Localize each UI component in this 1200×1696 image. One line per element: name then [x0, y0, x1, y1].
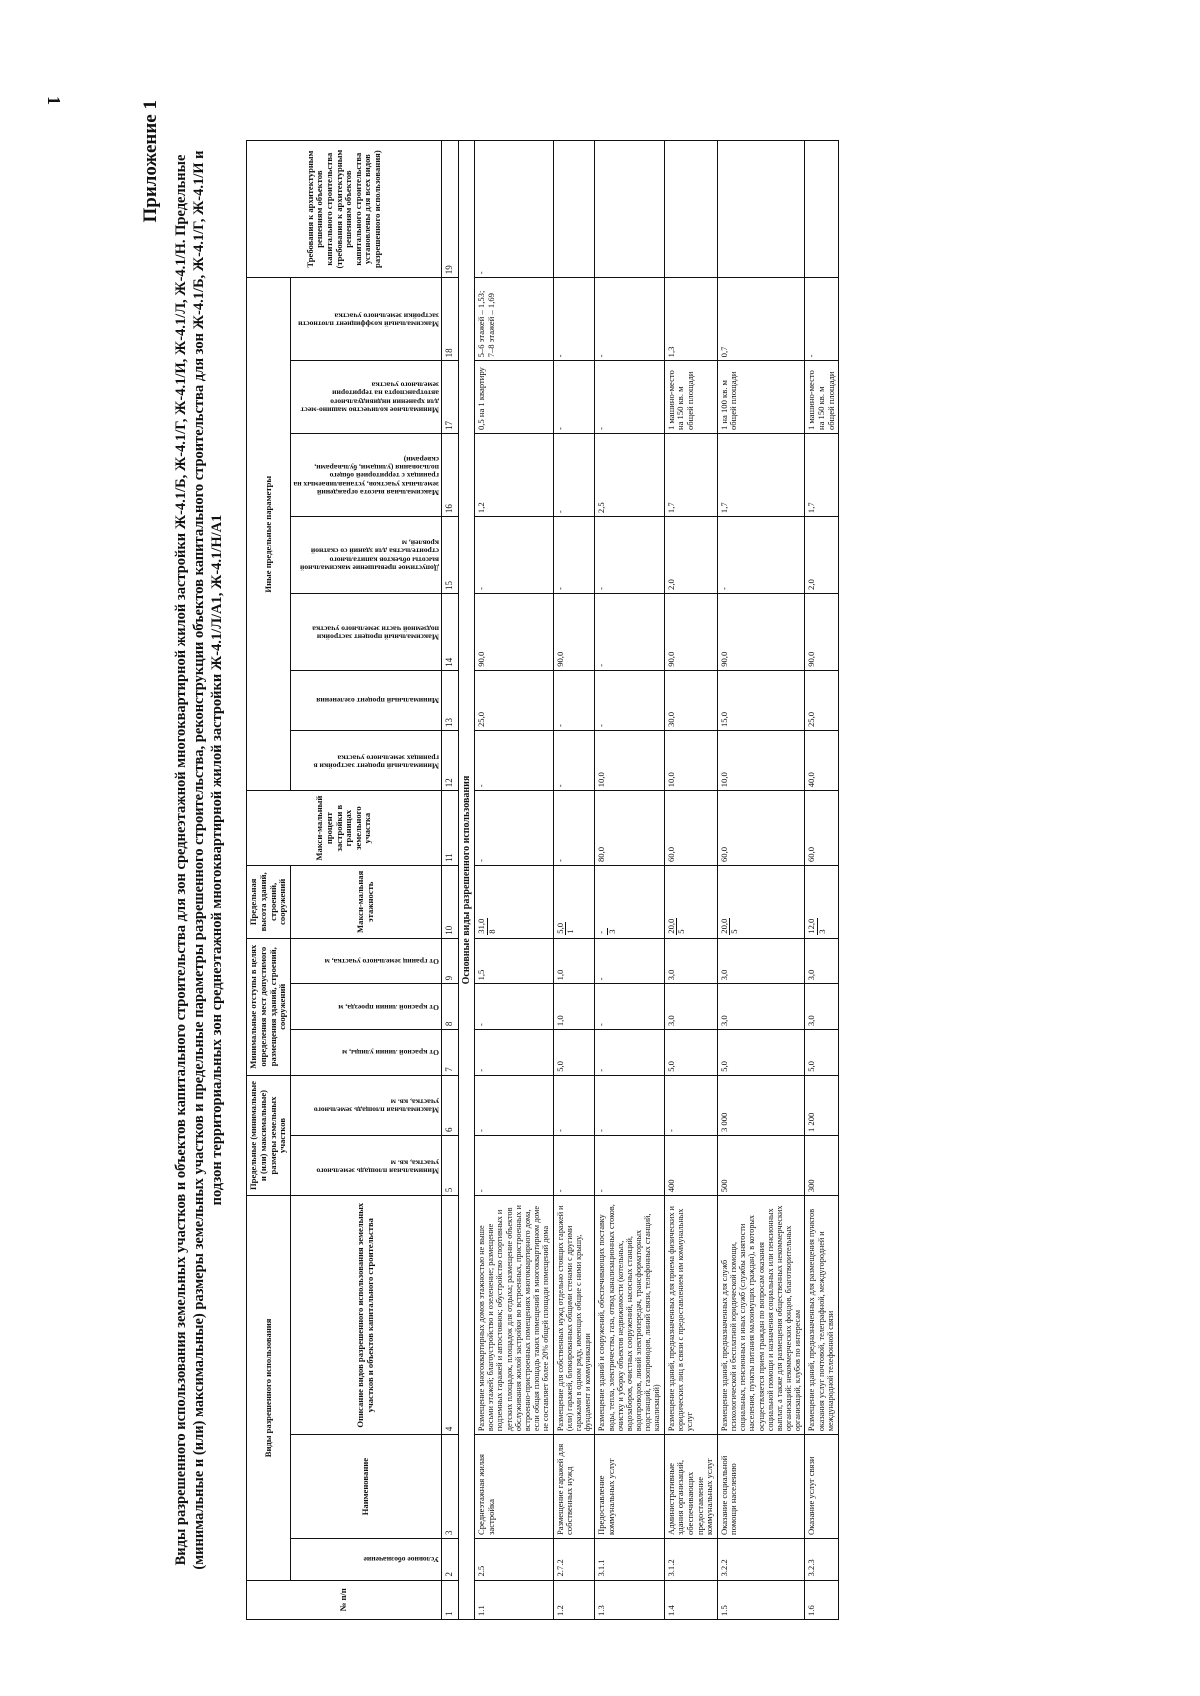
- setback-drive-value: -: [475, 984, 554, 1030]
- setback-drive-value: -: [595, 984, 664, 1030]
- setback-street-value: 5,0: [805, 1030, 839, 1076]
- height-meters: 20,0: [665, 918, 676, 934]
- table-row: [553, 141, 595, 1620]
- min-coverage-value: 10,0: [717, 731, 805, 791]
- vri-code: 2.7.2: [553, 1539, 595, 1581]
- height-value: [553, 866, 595, 939]
- setback-street-value: 5,0: [717, 1030, 805, 1076]
- col-number: 5: [441, 1136, 458, 1196]
- pitched-roof-value: -: [595, 517, 664, 594]
- density-value: 0,7: [717, 278, 805, 361]
- vri-name: Размещение гаражей для собственных нужд: [553, 1435, 595, 1539]
- arch-requirements-value: [805, 141, 839, 278]
- height-fraction: [556, 922, 576, 935]
- min-coverage-value: 40,0: [805, 731, 839, 791]
- height-meters: 20,0: [718, 918, 729, 934]
- max-area-value: 3 000: [717, 1075, 805, 1135]
- header-code: Условное обозначение: [363, 1555, 439, 1565]
- row-number: 1.2: [553, 1580, 595, 1619]
- vri-description: Размещение многоквартирных домов этажностью не выше восьми этажей; благоустройство и озеленение; размещение подземных гаражей и автостоянок; обустройство спортивных и детских площадок, площадок для отдыха; размещение объектов обслуживания жилой застройки во встроенных, пристроенных и встроенно-пристроенных помещениях многоквартирного дома, если общая площадь таких помещений в многоквартирном доме не составляет более 20% общей площади помещений дома: [475, 1196, 554, 1435]
- landscaping-value: -: [553, 670, 595, 730]
- vri-code: 3.1.1: [595, 1539, 664, 1581]
- height-value: [595, 866, 664, 939]
- header-description: Описание видов разрешенного использования земельных участков и объектов капитального строительства: [290, 1196, 441, 1435]
- fence-height-value: 1,7: [664, 434, 717, 517]
- pitched-roof-value: 2,0: [805, 517, 839, 594]
- col-number: 9: [441, 938, 458, 984]
- parking-value: 1 машино-место на 150 кв. м общей площади: [805, 361, 839, 434]
- setback-plot-value: 3,0: [805, 938, 839, 984]
- header-height-pitched: Допустимое превышение максимальной высоты объектов капитального строительства для зданий со скатной кровлей, м: [299, 538, 439, 573]
- col-number: 8: [441, 984, 458, 1030]
- height-fraction: [807, 918, 827, 935]
- header-name: Наименование: [290, 1435, 441, 1539]
- page-number: 1: [44, 96, 64, 105]
- pitched-roof-value: -: [553, 517, 595, 594]
- height-fraction: [720, 918, 740, 935]
- setback-drive-value: 3,0: [664, 984, 717, 1030]
- setback-plot-value: 1,5: [475, 938, 554, 984]
- max-area-value: -: [595, 1075, 664, 1135]
- pitched-roof-value: -: [717, 517, 805, 594]
- landscaping-value: 25,0: [475, 670, 554, 730]
- max-area-value: -: [553, 1075, 595, 1135]
- min-area-value: -: [553, 1136, 595, 1196]
- arch-requirements-value: [553, 141, 595, 278]
- underground-value: 90,0: [553, 593, 595, 670]
- height-meters: 31,0: [476, 918, 487, 934]
- table-row: [664, 141, 717, 1620]
- min-area-value: -: [595, 1136, 664, 1196]
- height-floors: 1: [565, 929, 576, 934]
- row-number: 1.1: [475, 1580, 554, 1619]
- header-height-group: Предельная высота зданий, строений, сооружений: [247, 866, 291, 939]
- min-coverage-value: -: [475, 731, 554, 791]
- vri-name: Оказание социальной помощи населению: [717, 1435, 805, 1539]
- parking-value: 1 машино-место на 150 кв. м общей площади: [664, 361, 717, 434]
- header-vri-group: Виды разрешенного использования: [247, 1196, 291, 1580]
- vri-name: Предоставление коммунальных услуг: [595, 1435, 664, 1539]
- col-number: 4: [441, 1196, 458, 1435]
- header-max-area: Максимальная площадь земельного участка, кв. м: [313, 1097, 439, 1115]
- height-value: [717, 866, 805, 939]
- col-number: 7: [441, 1030, 458, 1076]
- height-value: [805, 866, 839, 939]
- header-max-underground: Максимальный процент застройки подземной части земельного участка: [312, 623, 439, 642]
- col-number: 19: [441, 141, 458, 278]
- rotated-document: [140, 100, 1140, 1620]
- section-row: [458, 141, 474, 1620]
- parking-value: -: [595, 361, 664, 434]
- density-value: 1,3: [664, 278, 717, 361]
- max-coverage-value: -: [475, 791, 554, 866]
- col-number: 1: [441, 1580, 458, 1619]
- column-numbers-row: [441, 141, 458, 1620]
- max-coverage-value: 60,0: [717, 791, 805, 866]
- row-number: 1.4: [664, 1580, 717, 1619]
- header-min-coverage: Минимальный процент застройки в границах земельного участка: [313, 752, 439, 770]
- col-number: 16: [441, 434, 458, 517]
- document-title: Виды разрешенного использования земельных участков и объектов капитального строительства для зон среднеэтажной многоквартирной жилой застройки Ж-4.1/Б, Ж-4.1/Г, Ж-4.1/И, Ж-4.1/Л, Ж-4.1/Н. Предельные (минимальные и (или) максимальные) размеры земельных участков и предельные параметры разрешенного строительства, реконструкции объектов капитального строительства для зон Ж-4.1/Б, Ж-4.1/Г, Ж-4.1/И и подзон территориальных зон среднеэтажной многоквартирной жилой застройки Ж-4.1/Л/А1, Ж-4.1/Н/А1: [173, 150, 226, 1570]
- density-value: -: [805, 278, 839, 361]
- height-floors: 5: [729, 929, 740, 934]
- vri-code: 3.2.3: [805, 1539, 839, 1581]
- underground-value: 90,0: [475, 593, 554, 670]
- header-num: № п/п: [247, 1580, 442, 1619]
- height-floors: 3: [817, 929, 828, 934]
- min-coverage-value: 10,0: [595, 731, 664, 791]
- header-max-density: Максимальный коэффициент плотности застройки земельного участка: [298, 311, 439, 329]
- parking-value: -: [553, 361, 595, 434]
- header-max-coverage: Макси-мальный процент застройки в границах земельного участка: [247, 791, 442, 866]
- underground-value: 90,0: [717, 593, 805, 670]
- col-number: 18: [441, 278, 458, 361]
- min-coverage-value: 10,0: [664, 731, 717, 791]
- density-value: 5–6 этажей – 1,53; 7–8 этажей – 1,69: [475, 278, 554, 361]
- col-number: 2: [441, 1539, 458, 1581]
- setback-street-value: -: [595, 1030, 664, 1076]
- height-floors: 3: [606, 929, 617, 934]
- col-number: 17: [441, 361, 458, 434]
- col-number: 14: [441, 593, 458, 670]
- header-other-group: Иные предельные параметры: [247, 278, 291, 791]
- vri-code: 2.5: [475, 1539, 554, 1581]
- underground-value: 90,0: [805, 593, 839, 670]
- landscaping-value: 25,0: [805, 670, 839, 730]
- vri-name: Оказание услуг связи: [805, 1435, 839, 1539]
- header-setback-drive: От красной линии проезда, м: [338, 1002, 439, 1012]
- fence-height-value: 2,5: [595, 434, 664, 517]
- vri-description: Размещение зданий, предназначенных для размещения пунктов оказания услуг почтовой, телеграфной, междугородней и международной телефонной связи: [805, 1196, 839, 1435]
- density-value: -: [595, 278, 664, 361]
- col-number: 12: [441, 731, 458, 791]
- col-number: 10: [441, 866, 458, 939]
- arch-requirements-value: [717, 141, 805, 278]
- section-title: Основные виды разрешенного использования: [458, 141, 474, 1620]
- setback-plot-value: -: [595, 938, 664, 984]
- vri-name: Административные здания организаций, обеспечивающих предоставление коммунальных услуг: [664, 1435, 717, 1539]
- col-number: 11: [441, 791, 458, 866]
- header-arch: Требования к архитектурным решениям объектов капитального строительства (требования к архитектурным решениям объектов капитального строительства установлены для всех видов разрешенного использования): [247, 141, 442, 278]
- header-min-landscaping: Минимальный процент озеленения: [316, 696, 439, 706]
- setback-plot-value: 1,0: [553, 938, 595, 984]
- header-setback-street: От красной линии улицы, м: [341, 1048, 439, 1058]
- table-row: [475, 141, 554, 1620]
- underground-value: -: [595, 593, 664, 670]
- arch-requirements-value: [595, 141, 664, 278]
- underground-value: 90,0: [664, 593, 717, 670]
- min-area-value: 300: [805, 1136, 839, 1196]
- header-min-parking: Минимальное количество машино-мест для хранения индивидуального автотранспорта на территории земельного участка: [300, 380, 439, 415]
- row-number: 1.6: [805, 1580, 839, 1619]
- header-plot-size-group: Предельные (минимальные и (или) максимальные) размеры земельных участков: [247, 1075, 291, 1195]
- row-number: 1.3: [595, 1580, 664, 1619]
- col-number: 13: [441, 670, 458, 730]
- col-number: 3: [441, 1435, 458, 1539]
- height-meters: 5,0: [554, 922, 565, 934]
- setback-street-value: -: [475, 1030, 554, 1076]
- landscaping-value: 30,0: [664, 670, 717, 730]
- parking-value: 0,5 на 1 квартиру: [475, 361, 554, 434]
- height-meters: -: [597, 928, 608, 934]
- setback-plot-value: 3,0: [717, 938, 805, 984]
- height-fraction: [597, 928, 617, 934]
- min-area-value: -: [475, 1136, 554, 1196]
- min-area-value: 500: [717, 1136, 805, 1196]
- max-coverage-value: 80,0: [595, 791, 664, 866]
- pitched-roof-value: 2,0: [664, 517, 717, 594]
- col-number: 6: [441, 1075, 458, 1135]
- height-value: [664, 866, 717, 939]
- fence-height-value: 1,2: [475, 434, 554, 517]
- regulations-table: [246, 140, 839, 1620]
- col-number: 15: [441, 517, 458, 594]
- setback-street-value: 5,0: [553, 1030, 595, 1076]
- table-row: [595, 141, 664, 1620]
- header-setback-group: Минимальные отступы в целях определения мест допустимого размещения зданий, строений, сооружений: [247, 938, 291, 1075]
- landscaping-value: -: [595, 670, 664, 730]
- header-max-fence: Максимальная высота ограждений земельных участков, устанавливаемых на границах с территорией общего пользования (улицами, бульварами, скверами): [293, 454, 439, 497]
- min-area-value: 400: [664, 1136, 717, 1196]
- max-coverage-value: -: [553, 791, 595, 866]
- height-value: [475, 866, 554, 939]
- fence-height-value: 1,7: [805, 434, 839, 517]
- header-min-area: Минимальная площадь земельного участка, кв. м: [316, 1157, 439, 1176]
- setback-plot-value: 3,0: [664, 938, 717, 984]
- table-row: [805, 141, 839, 1620]
- table-row: [717, 141, 805, 1620]
- height-floors: 5: [676, 929, 687, 934]
- height-meters: 12,0: [806, 918, 817, 934]
- vri-description: Размещение для собственных нужд отдельно стоящих гаражей и (или) гаражей, блокированных общими стенами с другими гаражами в одном ряду, имеющих общие с ними крышу, фундамент и коммуникации: [553, 1196, 595, 1435]
- vri-description: Размещение зданий и сооружений, обеспечивающих поставку воды, тепла, электричества, газа, отвод канализационных стоков, очистку и уборку объектов недвижимости (котельных, водозаборов, очистных сооружений, насосных станций, водопроводов, линий электропередач, трансформаторных подстанций, газопроводов, линий связи, телефонных станций, канализаций): [595, 1196, 664, 1435]
- setback-drive-value: 3,0: [805, 984, 839, 1030]
- density-value: -: [553, 278, 595, 361]
- height-fraction: [667, 918, 687, 935]
- fence-height-value: 1,7: [717, 434, 805, 517]
- appendix-label: Приложение 1: [140, 100, 161, 223]
- arch-requirements-value: [664, 141, 717, 278]
- height-fraction: [477, 918, 497, 935]
- arch-requirements-value: -: [475, 141, 554, 278]
- parking-value: 1 на 100 кв. м общей площади: [717, 361, 805, 434]
- landscaping-value: 15,0: [717, 670, 805, 730]
- vri-code: 3.1.2: [664, 1539, 717, 1581]
- fence-height-value: -: [553, 434, 595, 517]
- header-setback-plot: От границ земельного участка, м: [324, 957, 439, 967]
- max-area-value: -: [664, 1075, 717, 1135]
- max-area-value: 1 200: [805, 1075, 839, 1135]
- setback-street-value: 5,0: [664, 1030, 717, 1076]
- vri-description: Размещение зданий, предназначенных для служб психологической и бесплатной юридической помощи, социальных, пенсионных и иных служб (службы занятости населения, пункты питания малоимущих граждан), в которых осуществляется прием граждан по вопросам оказания социальной помощи и назначения социальных или пенсионных выплат, а также для размещения общественных некоммерческих организаций: некоммерческих фондов, благотворительных организаций, клубов по интересам: [717, 1196, 805, 1435]
- max-area-value: -: [475, 1075, 554, 1135]
- row-number: 1.5: [717, 1580, 805, 1619]
- height-floors: 8: [486, 929, 497, 934]
- min-coverage-value: -: [553, 731, 595, 791]
- vri-description: Размещение зданий, предназначенных для приема физических и юридических лиц в связи с предоставлением им коммунальных услуг: [664, 1196, 717, 1435]
- max-coverage-value: 60,0: [805, 791, 839, 866]
- max-coverage-value: 60,0: [664, 791, 717, 866]
- setback-drive-value: 3,0: [717, 984, 805, 1030]
- pitched-roof-value: -: [475, 517, 554, 594]
- vri-name: Среднеэтажная жилая застройка: [475, 1435, 554, 1539]
- header-height-sub: Макси-мальная этажность: [290, 866, 441, 939]
- vri-code: 3.2.2: [717, 1539, 805, 1581]
- setback-drive-value: 1,0: [553, 984, 595, 1030]
